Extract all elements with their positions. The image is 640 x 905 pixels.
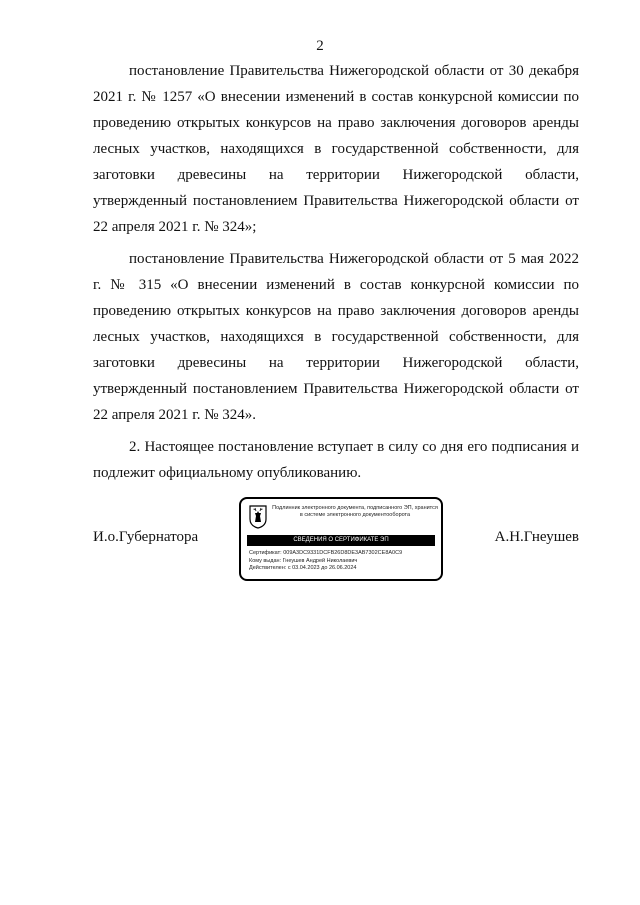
document-body [93, 58, 579, 486]
electronic-signature-stamp [239, 497, 443, 581]
signatory-role: И.о.Губернатора [93, 529, 199, 545]
paragraph: 2. Настоящее постановление вступает в силу со дня его подписания и подлежит официальному опубликованию. [93, 439, 579, 481]
signatory-name: А.Н.Гнеушев [494, 529, 579, 545]
stamp-header: СВЕДЕНИЯ О СЕРТИФИКАТЕ ЭП [247, 535, 435, 546]
paragraph: постановление Правительства Нижегородской области от 30 декабря 2021 г. № 1257 «О внесении изменений в состав конкурсной комиссии по проведению открытых конкурсов на право заключения договоров аренды лесных участков, находящихся в государственной собственности, для заготовки древесины на территории Нижегородской области, утвержденный постановлением Правительства Нижегородской области от 22 апреля 2021 г. № 324»; [93, 63, 579, 235]
page-number: 2 [316, 38, 324, 54]
coat-of-arms-deer-icon [249, 505, 267, 529]
certificate-details [249, 550, 402, 573]
stamp-note: Подлинник электронного документа, подписанного ЭП, хранится в системе электронного документооборота [272, 505, 438, 518]
certificate-number: Сертификат: 009A3DC9331DCFB26D8DE3AB7302CE8A0C9 [249, 550, 403, 556]
certificate-owner: Кому выдан: Гнеушев Андрей Николаевич [249, 557, 358, 564]
certificate-validity: Действителен: с 03.04.2023 до 26.06.2024 [249, 565, 357, 571]
paragraph: постановление Правительства Нижегородской области от 5 мая 2022 г. № 315 «О внесении изменений в состав конкурсной комиссии по проведению открытых конкурсов на право заключения договоров аренды лесных участков, находящихся в государственной собственности, для заготовки древесины на территории Нижегородской области, утвержденный постановлением Правительства Нижегородской области от 22 апреля 2021 г. № 324». [93, 251, 579, 423]
